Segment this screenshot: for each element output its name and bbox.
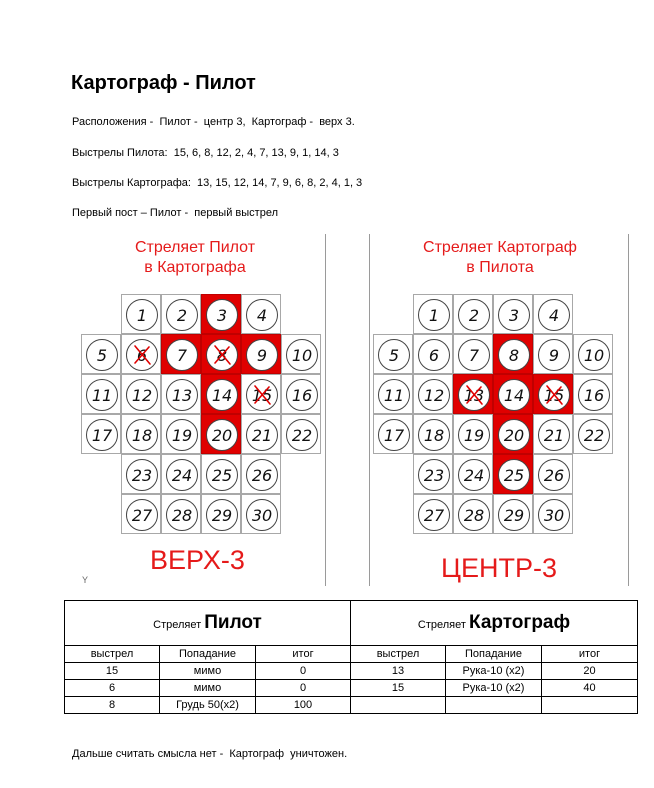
column-header: Попадание [160, 646, 256, 663]
grid-cell-8 [201, 334, 241, 374]
cell-number-circle: 22 [286, 419, 318, 451]
cell-number-circle: 3 [206, 299, 238, 331]
grid-cell-4 [533, 294, 573, 334]
column-header: выстрел [65, 646, 160, 663]
grid-cell-28 [453, 494, 493, 534]
grid-cell-24 [161, 454, 201, 494]
cell-number-circle: 2 [458, 299, 490, 331]
grid-cell-8 [493, 334, 533, 374]
footer-note: Дальше считать смысла нет - Картограф уничтожен. [72, 748, 348, 760]
cell-number-circle: 2 [166, 299, 198, 331]
grid-cell-30 [533, 494, 573, 534]
grid-cell-27 [413, 494, 453, 534]
table-row [65, 680, 638, 697]
cell-number-circle: 27 [126, 499, 158, 531]
cell-number-circle: 10 [578, 339, 610, 371]
grid-cell-23 [121, 454, 161, 494]
grid-cell-21 [241, 414, 281, 454]
cell-number-circle: 3 [498, 299, 530, 331]
grid-cell-24 [453, 454, 493, 494]
cell-number-circle: 30 [538, 499, 570, 531]
grid-cell-29 [493, 494, 533, 534]
cell-number-circle: 4 [538, 299, 570, 331]
grid-cell-3 [201, 294, 241, 334]
divider-left [325, 234, 326, 586]
cell-number-circle: 12 [126, 379, 158, 411]
grid-cell-9 [533, 334, 573, 374]
cell-number-circle: 23 [126, 459, 158, 491]
table-cell: 0 [256, 680, 351, 697]
table-row [65, 663, 638, 680]
grid-cell-20 [493, 414, 533, 454]
grid-cell-12 [121, 374, 161, 414]
grid-cell-12 [413, 374, 453, 414]
table-cell: Рука-10 (x2) [446, 680, 542, 697]
grid-cell-20 [201, 414, 241, 454]
grid-cell-2 [161, 294, 201, 334]
shooter-word: Стреляет [153, 619, 202, 631]
grid-cell-10 [281, 334, 321, 374]
grid-cell-5 [81, 334, 121, 374]
cell-number-circle: 16 [286, 379, 318, 411]
cell-number-circle: 7 [166, 339, 198, 371]
cell-number-circle: 17 [378, 419, 410, 451]
grid-cell-7 [453, 334, 493, 374]
first-move-line: Первый пост – Пилот - первый выстрел [72, 207, 278, 219]
cell-number-circle: 18 [126, 419, 158, 451]
cell-number-circle: 23 [418, 459, 450, 491]
table-cell: 0 [256, 663, 351, 680]
cell-number-circle: 4 [246, 299, 278, 331]
table-cell: 100 [256, 697, 351, 714]
table-header-row [65, 601, 638, 646]
cell-number-circle: 19 [458, 419, 490, 451]
cell-number-circle: 26 [246, 459, 278, 491]
cell-number-circle: 28 [458, 499, 490, 531]
grid-cell-17 [373, 414, 413, 454]
grid-cell-25 [493, 454, 533, 494]
left-panel-title-line1: Стреляет Пилот [134, 239, 256, 256]
cell-number-circle: 15 [538, 379, 570, 411]
right-shooter-cell [351, 601, 638, 646]
grid-cell-4 [241, 294, 281, 334]
grid-cell-21 [533, 414, 573, 454]
cell-number-circle: 22 [578, 419, 610, 451]
grid-cell-7 [161, 334, 201, 374]
right-panel-title-line1: Стреляет Картограф [423, 239, 577, 256]
cartographer-shots-line: Выстрелы Картографа: 13, 15, 12, 14, 7, 9, 6, 8, 2, 4, 1, 3 [72, 177, 363, 189]
cell-number-circle: 14 [498, 379, 530, 411]
grid-cell-18 [413, 414, 453, 454]
divider-right [628, 234, 629, 586]
grid-cell-16 [281, 374, 321, 414]
cell-number-circle: 12 [418, 379, 450, 411]
cell-number-circle: 11 [86, 379, 118, 411]
grid-cell-9 [241, 334, 281, 374]
table-column-row [65, 646, 638, 663]
grid-cell-15 [241, 374, 281, 414]
cell-number-circle: 29 [498, 499, 530, 531]
table-cell [542, 697, 638, 714]
table-cell: мимо [160, 680, 256, 697]
grid-cell-18 [121, 414, 161, 454]
cell-number-circle: 15 [246, 379, 278, 411]
grid-cell-15 [533, 374, 573, 414]
table-cell: Грудь 50(x2) [160, 697, 256, 714]
right-panel-title-line2: в Пилота [466, 259, 534, 276]
cell-number-circle: 11 [378, 379, 410, 411]
right-position-label: ЦЕНТР-3 [441, 553, 557, 583]
cell-number-circle: 6 [126, 339, 158, 371]
grid-cell-16 [573, 374, 613, 414]
grid-cell-29 [201, 494, 241, 534]
cell-number-circle: 9 [538, 339, 570, 371]
cell-number-circle: 5 [86, 339, 118, 371]
cell-number-circle: 6 [418, 339, 450, 371]
cell-number-circle: 10 [286, 339, 318, 371]
cell-number-circle: 7 [458, 339, 490, 371]
results-table [64, 600, 638, 714]
left-shooter-name: Пилот [204, 612, 262, 633]
grid-cell-1 [413, 294, 453, 334]
cell-number-circle: 13 [166, 379, 198, 411]
cell-number-circle: 24 [458, 459, 490, 491]
left-shooter-cell [65, 601, 351, 646]
grid-cell-11 [373, 374, 413, 414]
grid-cell-13 [453, 374, 493, 414]
grid-cell-22 [281, 414, 321, 454]
left-panel-title-line2: в Картографа [144, 259, 246, 276]
table-cell: 15 [351, 680, 446, 697]
table-row [65, 697, 638, 714]
table-cell: 15 [65, 663, 160, 680]
grid-cell-6 [413, 334, 453, 374]
cell-number-circle: 19 [166, 419, 198, 451]
grid-cell-28 [161, 494, 201, 534]
grid-cell-27 [121, 494, 161, 534]
grid-cell-3 [493, 294, 533, 334]
grid-cell-11 [81, 374, 121, 414]
grid-cell-26 [241, 454, 281, 494]
grid-cell-5 [373, 334, 413, 374]
cell-number-circle: 24 [166, 459, 198, 491]
grid-cell-13 [161, 374, 201, 414]
page-title: Картограф - Пилот [71, 72, 256, 94]
cell-number-circle: 20 [206, 419, 238, 451]
cell-number-circle: 1 [126, 299, 158, 331]
grid-cell-19 [453, 414, 493, 454]
cell-number-circle: 28 [166, 499, 198, 531]
cell-number-circle: 30 [246, 499, 278, 531]
column-header: итог [256, 646, 351, 663]
placement-line: Расположения - Пилот - центр 3, Картограф - верх 3. [72, 116, 355, 128]
column-header: Попадание [446, 646, 542, 663]
table-cell [351, 697, 446, 714]
grid-cell-19 [161, 414, 201, 454]
cell-number-circle: 21 [538, 419, 570, 451]
grid-cell-10 [573, 334, 613, 374]
cell-number-circle: 8 [498, 339, 530, 371]
cell-number-circle: 5 [378, 339, 410, 371]
cell-number-circle: 25 [206, 459, 238, 491]
cell-number-circle: 27 [418, 499, 450, 531]
cell-number-circle: 13 [458, 379, 490, 411]
cell-number-circle: 1 [418, 299, 450, 331]
grid-cell-17 [81, 414, 121, 454]
grid-cell-6 [121, 334, 161, 374]
right-shooter-name: Картограф [469, 612, 571, 633]
grid-cell-1 [121, 294, 161, 334]
pilot-shots-line: Выстрелы Пилота: 15, 6, 8, 12, 2, 4, 7, 13, 9, 1, 14, 3 [72, 147, 339, 159]
table-cell: 40 [542, 680, 638, 697]
table-cell: мимо [160, 663, 256, 680]
grid-cell-22 [573, 414, 613, 454]
table-cell [446, 697, 542, 714]
grid-cell-26 [533, 454, 573, 494]
grid-cell-23 [413, 454, 453, 494]
cell-number-circle: 25 [498, 459, 530, 491]
table-cell: 8 [65, 697, 160, 714]
cell-number-circle: 21 [246, 419, 278, 451]
cell-number-circle: 14 [206, 379, 238, 411]
left-position-label: ВЕРХ-3 [150, 545, 245, 575]
table-cell: Рука-10 (x2) [446, 663, 542, 680]
grid-cell-30 [241, 494, 281, 534]
right-panel-title [405, 238, 595, 278]
cell-number-circle: 20 [498, 419, 530, 451]
column-header: выстрел [351, 646, 446, 663]
grid-cell-2 [453, 294, 493, 334]
divider-middle [369, 234, 370, 586]
cell-number-circle: 29 [206, 499, 238, 531]
y-mark: Y [82, 575, 89, 585]
grid-cell-25 [201, 454, 241, 494]
grid-cell-14 [201, 374, 241, 414]
cell-number-circle: 9 [246, 339, 278, 371]
table-cell: 20 [542, 663, 638, 680]
cell-number-circle: 18 [418, 419, 450, 451]
cell-number-circle: 26 [538, 459, 570, 491]
cell-number-circle: 8 [206, 339, 238, 371]
column-header: итог [542, 646, 638, 663]
grid-cell-14 [493, 374, 533, 414]
shooter-word: Стреляет [417, 619, 466, 631]
table-cell: 13 [351, 663, 446, 680]
cell-number-circle: 16 [578, 379, 610, 411]
left-panel-title [100, 238, 290, 278]
table-cell: 6 [65, 680, 160, 697]
cell-number-circle: 17 [86, 419, 118, 451]
